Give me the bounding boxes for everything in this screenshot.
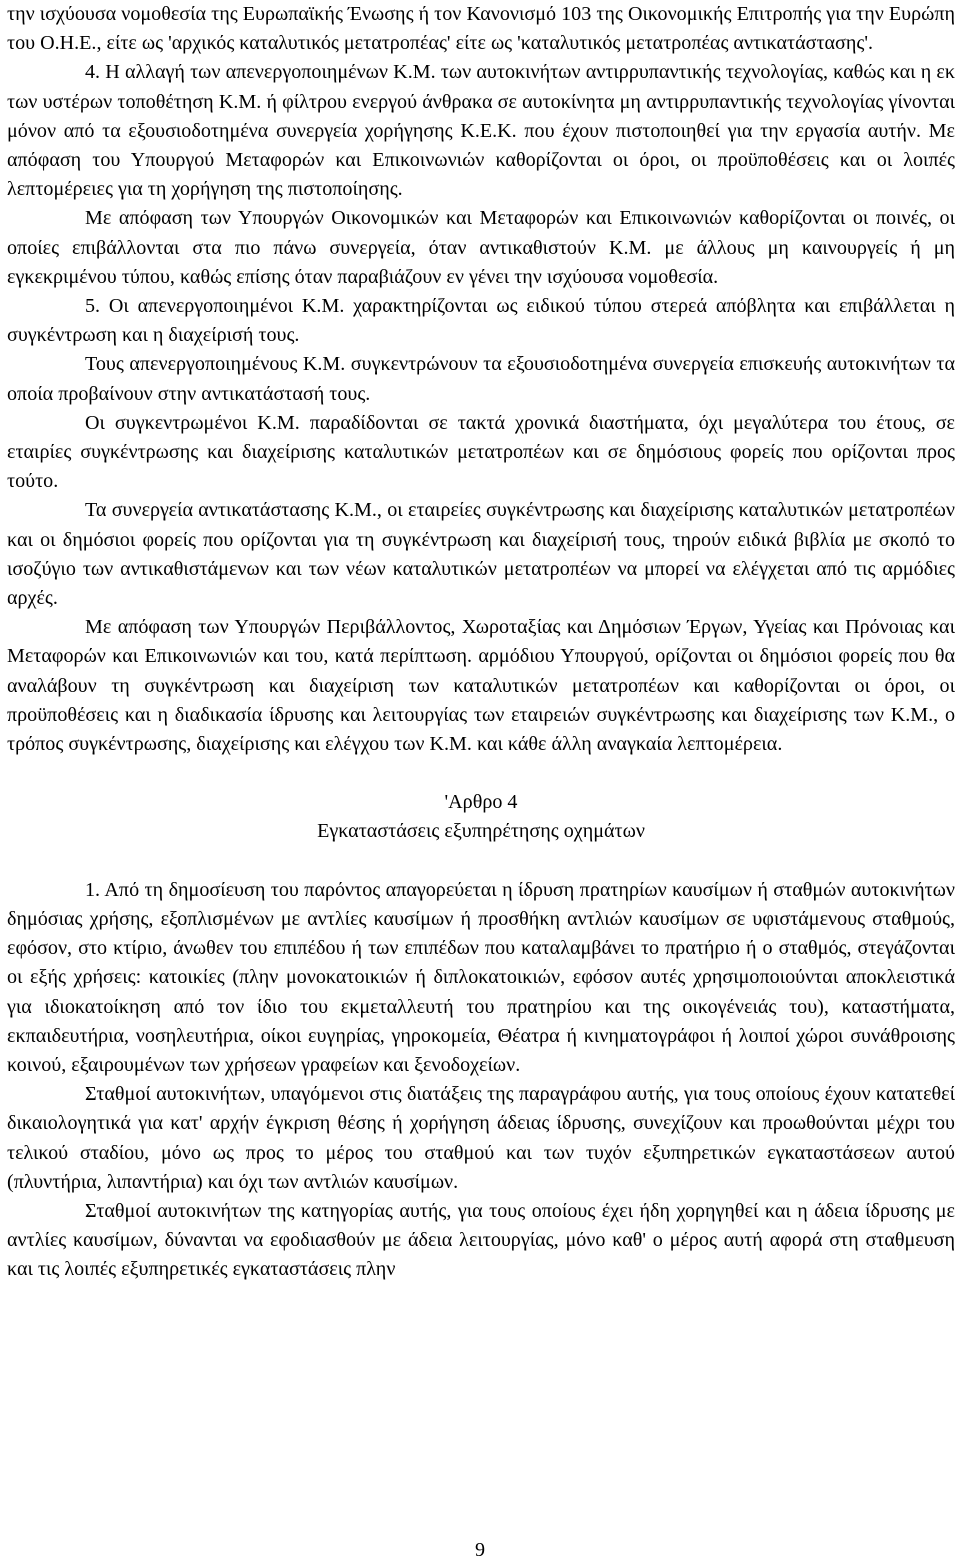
paragraph-licensed-stations: Σταθμοί αυτοκινήτων της κατηγορίας αυτής, για τους οποίους έχει ήδη χορηγηθεί και η άδεια ίδρυσης με αντλίες καυσίμων, δύνανται να εφοδιασθούν με άδεια λειτουργίας, μόνο καθ' ο μέρος αυτή αφορά στη σταθμευση και τις λοιπές εξυπηρετικές εγκαταστάσεις πλην [7,1199,955,1281]
paragraph-ministerial-decision: Με απόφαση των Υπουργών Περιβάλλοντος, Χωροταξίας και Δημόσιων Έργων, Υγείας και Πρόνοιας και Μεταφορών και Επικοινωνιών και του, κατά περίπτωση. αρμόδιου Υπουργού, ορίζονται οι δημόσιοι φορείς που θα αναλάβουν τη συγκέντρωση και διαχείριση των καταλυτικών μετατροπέων και καθορίζονται οι όροι, οι προϋποθέσεις και η διαδικασία ίδρυσης και λειτουργίας των εταιρειών συγκέντρωσης και διαχείρισης των Κ.Μ., ο τρόπος συγκέντρωσης, διαχείρισης και ελέγχου των Κ.Μ. και κάθε άλλη αναγκαία λεπτομέρεια. [7,616,955,756]
paragraph-collection: Τους απενεργοποιημένους Κ.Μ. συγκεντρώνουν τα εξουσιοδοτημένα συνεργεία επισκευής αυτοκινήτων τα οποία προβαίνουν στην αντικατάστασή τους. [7,353,955,405]
paragraph-record-books: Τα συνεργεία αντικατάστασης Κ.Μ., οι εταιρείες συγκέντρωσης και διαχείρισης καταλυτικών μετατροπέων και οι δημόσιοι φορείς που ορίζονται για τη συγκέντρωση και διαχείρισή τους, τηρούν ειδικά βιβλία με σκοπό το ισοζύγιο των αντικαθιστάμενων και των νέων καταλυτικών μετατροπέων να μπορεί να ελέγχεται από τις αρμόδιες αρχές. [7,499,955,610]
document-page [7,0,955,1285]
paragraph-penalties: Με απόφαση των Υπουργών Οικονομικών και Μεταφορών και Επικοινωνιών καθορίζονται οι ποινές, οι οποίες επιβάλλονται στα πιο πάνω συνεργεία, όταν αντικαθιστούν Κ.Μ. με άλλους μη καινουργείς ή μη εγκεκριμένου τύπου, καθώς επίσης όταν παραβιάζουν εν γένει την ισχύουσα νομοθεσία. [7,207,955,288]
article-number: 'Αρθρο 4 [444,791,518,814]
paragraph-continuation: την ισχύουσα νομοθεσία της Ευρωπαϊκής Ένωσης ή τον Κανονισμό 103 της Οικονομικής Επιτροπής για την Ευρώπη του Ο.Η.Ε., είτε ως 'αρχικός καταλυτικός μετατροπέας' είτε ως 'καταλυτικός μετατροπέας αντικατάστασης'. [7,3,955,55]
paragraph-delivery: Οι συγκεντρωμένοι Κ.Μ. παραδίδονται σε τακτά χρονικά διαστήματα, όχι μεγαλύτερα του έτους, σε εταιρίες συγκέντρωσης και διαχείρισης καταλυτικών μετατροπέων και σε δημόσιους φορείς που ορίζονται προς τούτο. [7,411,955,493]
paragraph-article4-item-1: 1. Από τη δημοσίευση του παρόντος απαγορεύεται η ίδρυση πρατηρίων καυσίμων ή σταθμών αυτοκινήτων δημόσιας χρήσης, εξοπλισμένων με αντλίες καυσίμων ή προσθήκη αντλιών καυσίμων σε υφιστάμενους σταθμούς, εφόσον, στο κτίριο, άνωθεν του επιπέδου ή των επιπέδων που καταλαμβάνει το πρατήριο ή ο σταθμός, στεγάζονται οι εξής χρήσεις: κατοικίες (πλην μονοκατοικιών ή διπλοκατοικιών, εφόσον αυτές χρησιμοποιούνται αποκλειστικά για ιδιοκατοίκηση από τον ίδιο του εκμεταλλευτή του πρατηρίου και της οικογένειάς του), καταστήματα, εκπαιδευτήρια, νοσηλευτήρια, οίκοι ευγηρίας, γηροκομεία, Θέατρα ή κινηματογράφοι ή λοιποί χώροι συνάθροισης κοινού, εξαιρουμένων των χρήσεων γραφείων και ξενοδοχείων. [7,878,955,1076]
article-title: Εγκαταστάσεις εξυπηρέτησης οχημάτων [317,820,645,843]
paragraph-item-4: 4. Η αλλαγή των απενεργοποιημένων Κ.Μ. των αυτοκινήτων αντιρρυπαντικής τεχνολογίας, καθώς και η εκ των υστέρων τοποθέτηση Κ.Μ. ή φίλτρου ενεργού άνθρακα σε αυτοκίνητα μη αντιρρυπαντικής τεχνολογίας γίνονται μόνον από τα εξουσιοδοτημένα συνεργεία χορήγησης Κ.Ε.Κ. που έχουν πιστοποιηθεί για την εργασία αυτήν. Με απόφαση του Υπουργού Μεταφορών και Επικοινωνιών καθορίζονται οι όροι, οι προϋποθέσεις και οι λοιπές λεπτομέρειες για τη χορήγηση της πιστοποίησης. [7,61,955,201]
page-number: 9 [474,1539,486,1561]
paragraph-item-5: 5. Οι απενεργοποιημένοι Κ.Μ. χαρακτηρίζονται ως ειδικού τύπου στερεά απόβλητα και επιβάλλεται η συγκέντρωση και η διαχείρισή τους. [7,295,955,347]
paragraph-parking-stations: Σταθμοί αυτοκινήτων, υπαγόμενοι στις διατάξεις της παραγράφου αυτής, για τους οποίους έχουν κατατεθεί δικαιολογητικά για κατ' αρχήν έγκριση θέσης ή χορήγηση άδειας ίδρυσης, συνεχίζουν και προωθούνται μέχρι του τελικού σταδίου, μόνο ως προς το μέρος του σταθμού και των τυχόν εξυπηρετικών εγκαταστάσεων αυτού (πλυντήρια, λιπαντήρια) και όχι των αντλιών καυσίμων. [7,1083,955,1193]
